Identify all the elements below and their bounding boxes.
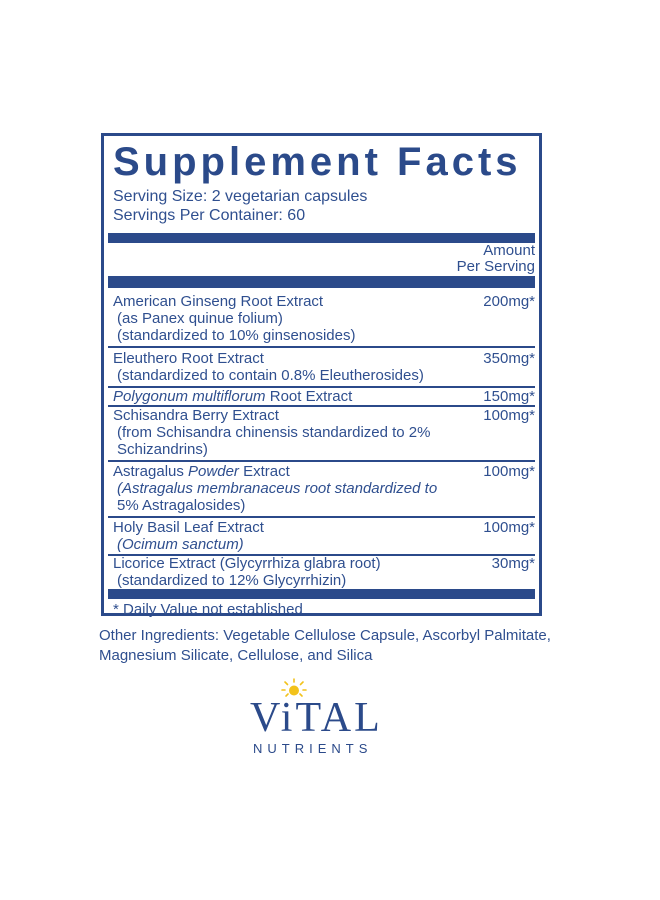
ingredient-detail: (from Schisandra chinensis standardized to 2%: [117, 424, 431, 441]
thick-divider: [108, 233, 535, 243]
amount-header: [457, 243, 535, 275]
supplement-facts-panel: [101, 133, 542, 616]
row-divider: [108, 460, 535, 462]
panel-title: Supplement Facts: [113, 140, 522, 184]
amount-header-line2: Per Serving: [456, 258, 535, 275]
ingredient-amount: 30mg*: [491, 555, 535, 572]
thick-divider: [108, 276, 535, 288]
ingredient-detail: (Astragalus membranaceus root standardized to: [117, 480, 438, 497]
ingredient-amount: 100mg*: [483, 407, 535, 424]
ingredient-name: Holy Basil Leaf Extract: [113, 519, 264, 536]
ingredient-detail: (standardized to 10% ginsenosides): [117, 327, 356, 344]
row-divider: [108, 346, 535, 348]
servings-per-container: Servings Per Container: 60: [113, 207, 306, 224]
logo-wordmark: ViTAL: [250, 695, 383, 741]
ingredient-name-rest: Extract: [238, 463, 290, 480]
ingredient-name-pre: Astragalus: [113, 463, 189, 480]
daily-value-footnote: * Daily Value not established: [113, 601, 303, 618]
serving-size: Serving Size: 2 vegetarian capsules: [113, 188, 368, 205]
ingredient-detail: (standardized to contain 0.8% Eleutherosides): [117, 367, 424, 384]
ingredient-name: Schisandra Berry Extract: [113, 407, 279, 424]
thick-divider: [108, 589, 535, 599]
ingredient-name-rest: Root Extract: [265, 388, 353, 405]
ingredient-amount: 350mg*: [483, 350, 535, 367]
ingredient-name: [113, 463, 290, 480]
row-divider: [108, 516, 535, 518]
logo-subtitle: NUTRIENTS: [253, 741, 373, 756]
ingredient-amount: 100mg*: [483, 463, 535, 480]
ingredient-amount: 150mg*: [483, 388, 535, 405]
ingredient-detail: 5% Astragalosides): [117, 497, 246, 514]
ingredient-name: American Ginseng Root Extract: [113, 293, 324, 310]
ingredient-name: Eleuthero Root Extract: [113, 350, 264, 367]
other-ingredients: Other Ingredients: Vegetable Cellulose Capsule, Ascorbyl Palmitate, Magnesium Silicate, Cellulose, and Silica: [99, 627, 551, 664]
ingredient-amount: 100mg*: [483, 519, 535, 536]
ingredient-name: Licorice Extract (Glycyrrhiza glabra root): [113, 555, 381, 572]
ingredient-name-italic: Polygonum multiflorum: [113, 388, 266, 405]
vital-nutrients-logo: [247, 678, 417, 763]
ingredient-name: [113, 388, 352, 405]
ingredient-detail: (standardized to 12% Glycyrrhizin): [117, 572, 347, 589]
ingredient-detail: (as Panex quinue folium): [117, 310, 283, 327]
ingredient-detail: Schizandrins): [117, 441, 208, 458]
ingredient-detail: (Ocimum sanctum): [117, 536, 244, 553]
ingredient-amount: 200mg*: [483, 293, 535, 310]
ingredient-name-italic: Powder: [188, 463, 239, 480]
amount-header-line1: Amount: [483, 242, 535, 259]
